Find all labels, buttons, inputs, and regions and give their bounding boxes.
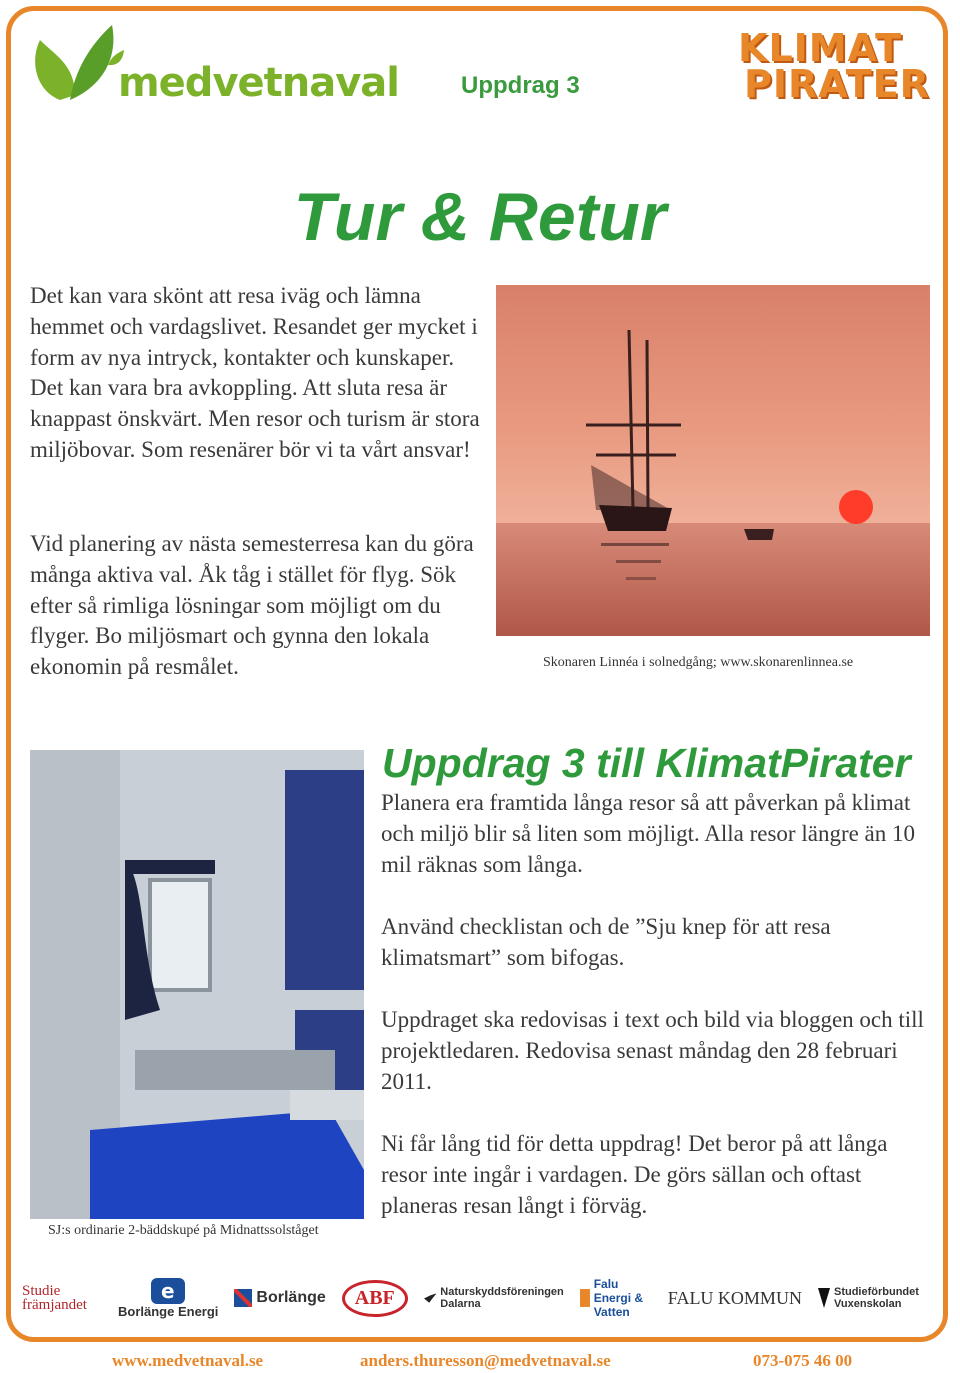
logo-name: medvetnaval <box>118 60 400 106</box>
klimatpirater-logo <box>738 26 930 115</box>
mission-paragraph-4: Ni får lång tid för detta uppdrag! Det beror på att långa resor inte ingår i vardagen. De görs sällan och oftast planeras resan långt i förväg. <box>381 1131 888 1218</box>
footer-phone: 073-075 46 00 <box>753 1351 853 1370</box>
schooner-sunset-photo <box>496 285 930 636</box>
sponsor-borlange-energi: e Borlänge Energi <box>118 1278 219 1319</box>
mission-paragraph-3: Uppdraget ska redovisas i text och bild via bloggen och till projektledaren. Redovisa senast måndag den 28 februari 2011. <box>381 1007 924 1094</box>
sponsor-falu-kommun: FALU KOMMUN <box>667 1287 802 1308</box>
sponsor-falu-energi: Falu Energi & Vatten <box>580 1277 652 1319</box>
mission-paragraph-1: Planera era framtida långa resor så att påverkan på klimat och miljö blir så liten som möjligt. Alla resor längre än 10 mil räknas som långa. <box>381 790 916 877</box>
medvetnaval-logo <box>30 20 400 110</box>
photo1-caption: Skonaren Linnéa i solnedgång; www.skonarenlinnea.se <box>543 655 854 670</box>
bird-icon <box>424 1289 437 1307</box>
borlange-shield-icon <box>234 1289 252 1307</box>
logo-line-1: KLIMAT <box>738 26 902 70</box>
sponsor-logos <box>22 1268 938 1328</box>
page-title: Tur & Retur <box>293 179 667 255</box>
mission-heading: Uppdrag 3 till KlimatPirater <box>382 740 911 786</box>
vuxenskolan-icon <box>818 1283 830 1313</box>
logo-line-2: PIRATER <box>744 62 930 106</box>
footer-website[interactable]: www.medvetnaval.se <box>112 1351 264 1370</box>
sponsor-naturskyddsforeningen: Naturskyddsföreningen Dalarna <box>424 1286 564 1310</box>
photo2-caption: SJ:s ordinarie 2-bäddskupé på Midnattssolståget <box>48 1223 319 1238</box>
borlange-energi-icon <box>151 1278 185 1304</box>
leaf-icon <box>30 20 125 105</box>
sponsor-borlange: Borlänge <box>234 1289 325 1307</box>
footer-email[interactable]: anders.thuresson@medvetnaval.se <box>360 1351 611 1370</box>
sponsor-studiefrämjandet: Studie främjandet <box>22 1283 87 1313</box>
falu-energi-icon <box>580 1280 590 1316</box>
intro-paragraph-2: Vid planering av nästa semesterresa kan du göra många aktiva val. Åk tåg i stället för flyg. Sök efter så rimliga lösningar som möjligt om du flyger. Bo miljösmart och gynna den lokala ekonomin på resmålet. <box>30 531 474 680</box>
assignment-label: Uppdrag 3 <box>461 72 580 99</box>
sponsor-vuxenskolan: Studieförbundet Vuxenskolan <box>818 1283 938 1313</box>
train-compartment-photo <box>30 750 364 1219</box>
intro-paragraph-1: Det kan vara skönt att resa iväg och lämna hemmet och vardagslivet. Resandet ger mycket i form av nya intryck, kontakter och kunskaper. Det kan vara bra avkoppling. Att sluta resa är knappast önskvärt. Men resor och turism är stora miljöbovar. Som resenärer bör vi ta vårt ansvar! <box>30 283 480 462</box>
sponsor-abf: ABF <box>342 1280 408 1317</box>
mission-paragraph-2: Använd checklistan och de ”Sju knep för att resa klimatsmart” som bifogas. <box>381 914 831 970</box>
svg-text:e: e <box>161 1278 175 1303</box>
